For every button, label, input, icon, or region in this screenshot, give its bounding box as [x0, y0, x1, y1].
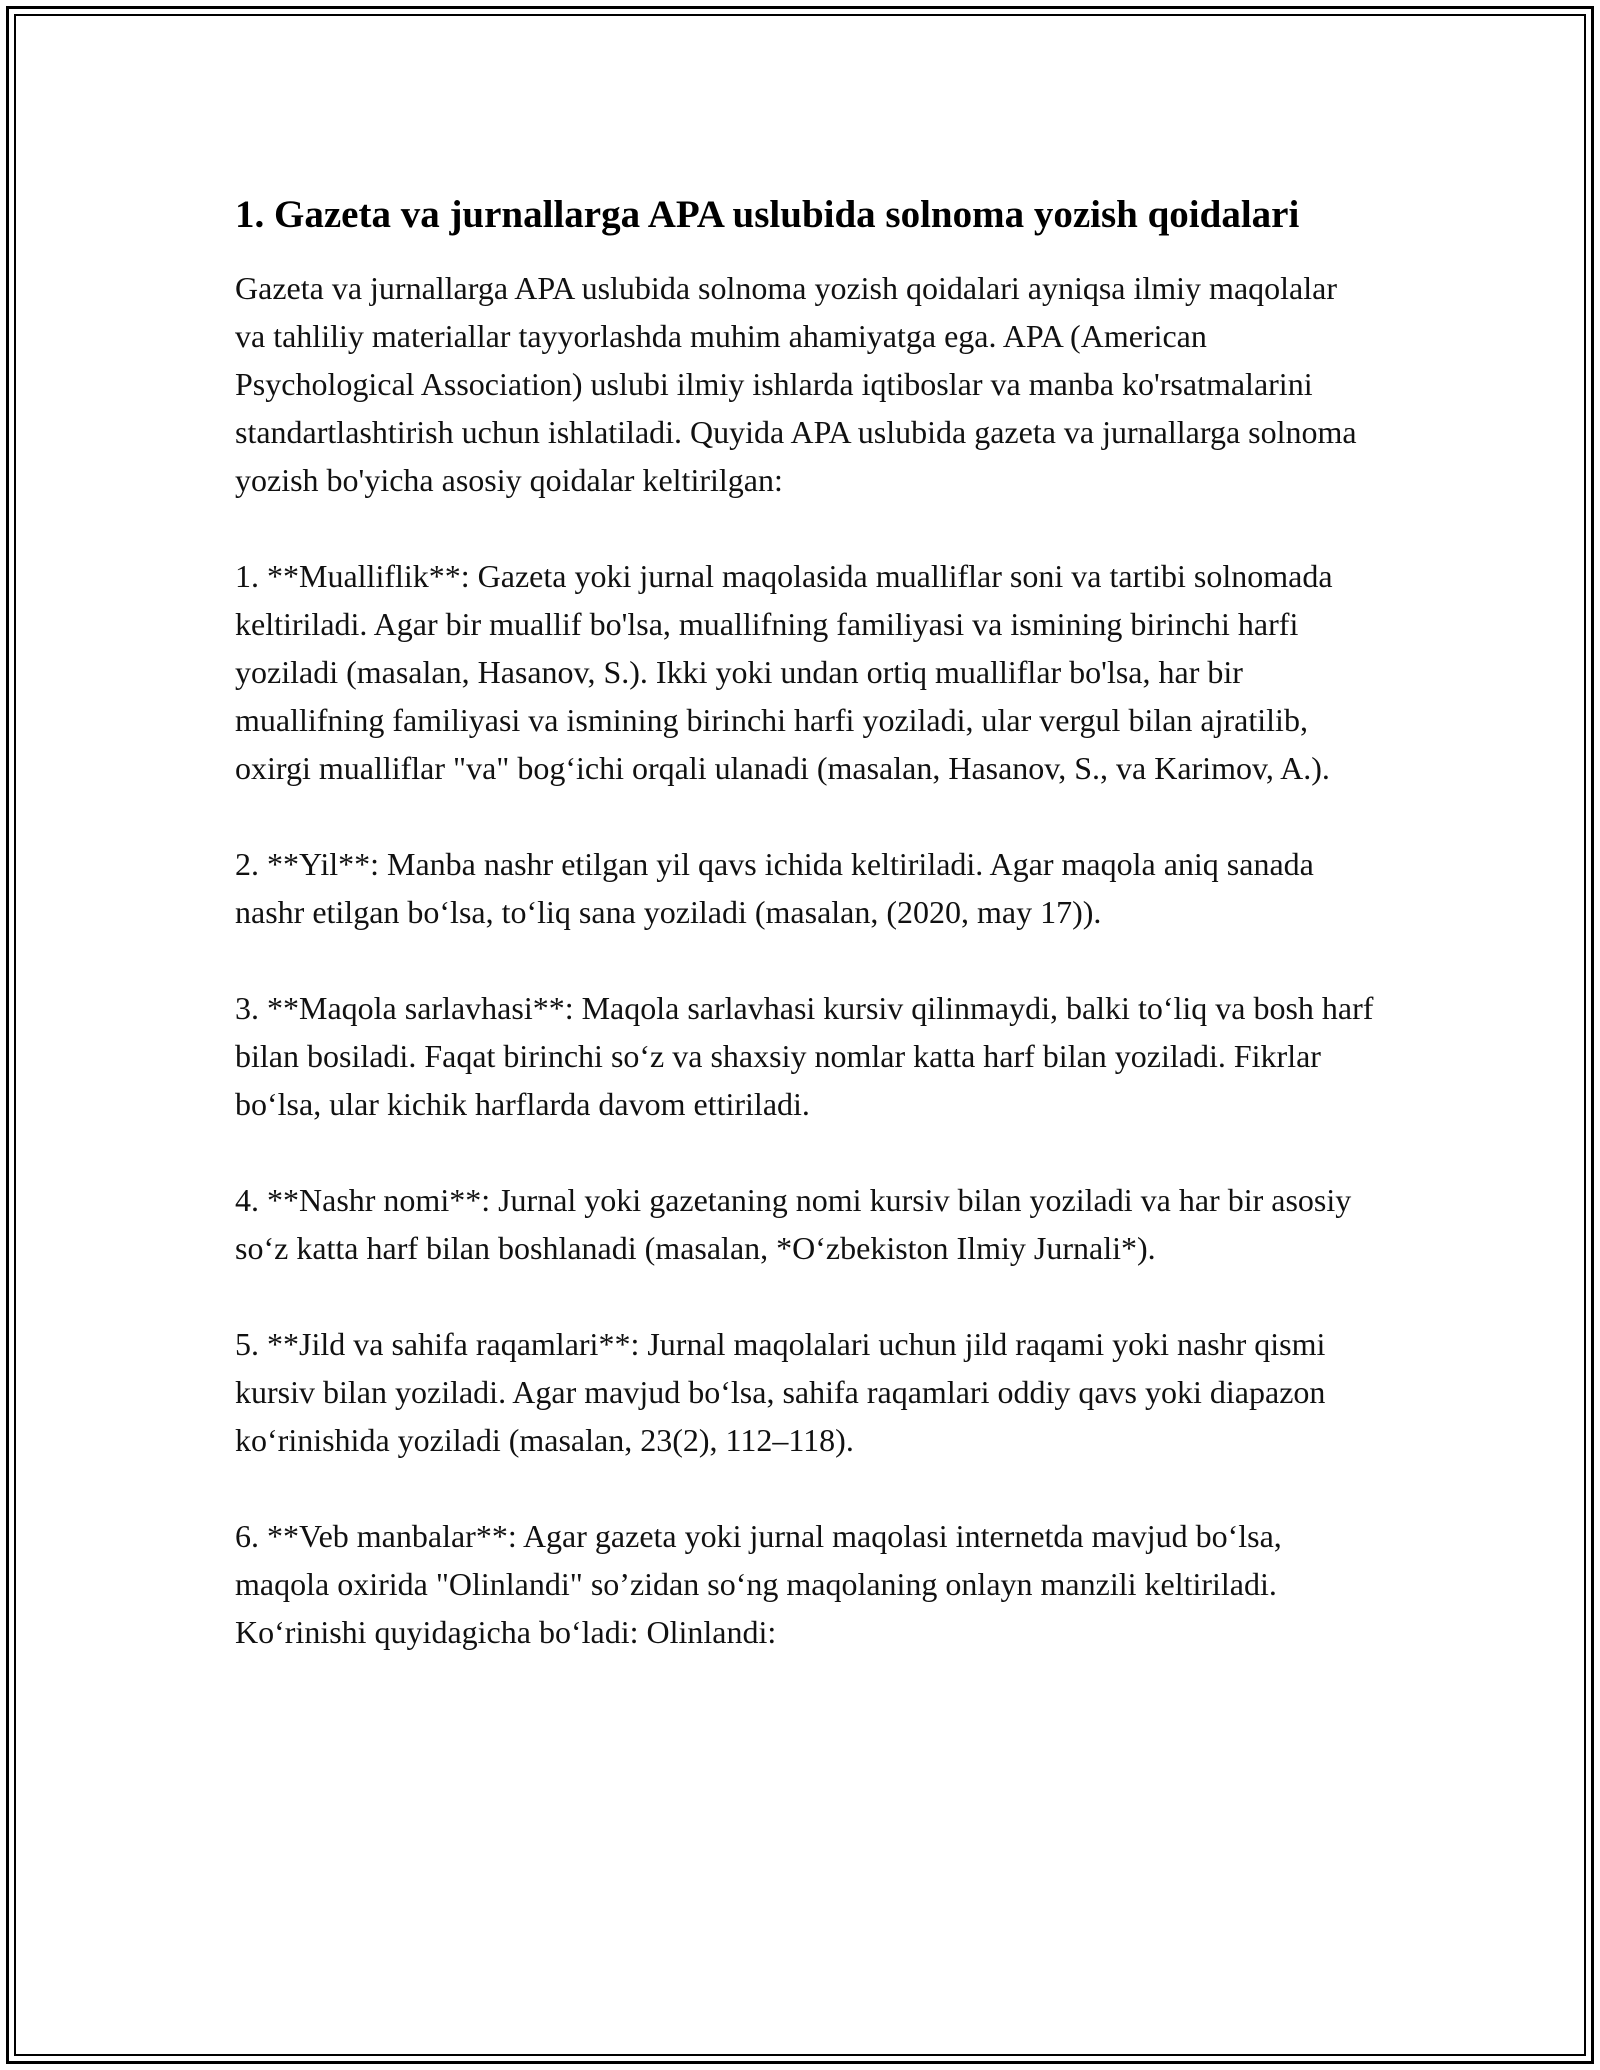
- rule-item-publication-name: 4. **Nashr nomi**: Jurnal yoki gazetaning nomi kursiv bilan yoziladi va har bir asosiy so‘z katta harf bilan boshlanadi (masalan, *O‘zbekiston Ilmiy Jurnali*).: [235, 1182, 1352, 1266]
- rule-item-authorship: 1. **Mualliflik**: Gazeta yoki jurnal maqolasida mualliflar soni va tartibi solnomada keltiriladi. Agar bir muallif bo'lsa, muallifning familiyasi va ismining birinchi harfi yoziladi (masalan, Hasanov, S.). Ikki yoki undan ortiq mualliflar bo'lsa, har bir muallifning familiyasi va ismining birinchi harfi yoziladi, ular vergul bilan ajratilib, oxirgi mualliflar "va" bog‘ichi orqali ulanadi (masalan, Hasanov, S., va Karimov, A.).: [235, 558, 1333, 786]
- rule-item-year: 2. **Yil**: Manba nashr etilgan yil qavs ichida keltiriladi. Agar maqola aniq sanada nashr etilgan bo‘lsa, to‘liq sana yoziladi (masalan, (2020, may 17)).: [235, 846, 1314, 930]
- rule-item-web-sources: 6. **Veb manbalar**: Agar gazeta yoki jurnal maqolasi internetda mavjud bo‘lsa, maqola oxirida "Olinlandi" so’zidan so‘ng maqolaning onlayn manzili keltiriladi. Ko‘rinishi quyidagicha bo‘ladi: Olinlandi:: [235, 1518, 1282, 1650]
- document-title: 1. Gazeta va jurnallarga APA uslubida solnoma yozish qoidalari: [235, 193, 1300, 236]
- rule-item-volume-pages: 5. **Jild va sahifa raqamlari**: Jurnal maqolalari uchun jild raqami yoki nashr qismi kursiv bilan yoziladi. Agar mavjud bo‘lsa, sahifa raqamlari oddiy qavs yoki diapazon ko‘rinishida yoziladi (masalan, 23(2), 112–118).: [235, 1326, 1326, 1458]
- rule-item-article-title: 3. **Maqola sarlavhasi**: Maqola sarlavhasi kursiv qilinmaydi, balki to‘liq va bosh harf bilan bosiladi. Faqat birinchi so‘z va shaxsiy nomlar katta harf bilan yoziladi. Fikrlar bo‘lsa, ular kichik harflarda davom ettiriladi.: [235, 990, 1374, 1122]
- document-body: [235, 188, 1375, 1656]
- intro-paragraph: Gazeta va jurnallarga APA uslubida solnoma yozish qoidalari ayniqsa ilmiy maqolalar va tahliliy materiallar tayyorlashda muhim ahamiyatga ega. APA (American Psychological Association) uslubi ilmiy ishlarda iqtiboslar va manba ko'rsatmalarini standartlashtirish uchun ishlatiladi. Quyida APA uslubida gazeta va jurnallarga solnoma yozish bo'yicha asosiy qoidalar keltirilgan:: [235, 270, 1357, 498]
